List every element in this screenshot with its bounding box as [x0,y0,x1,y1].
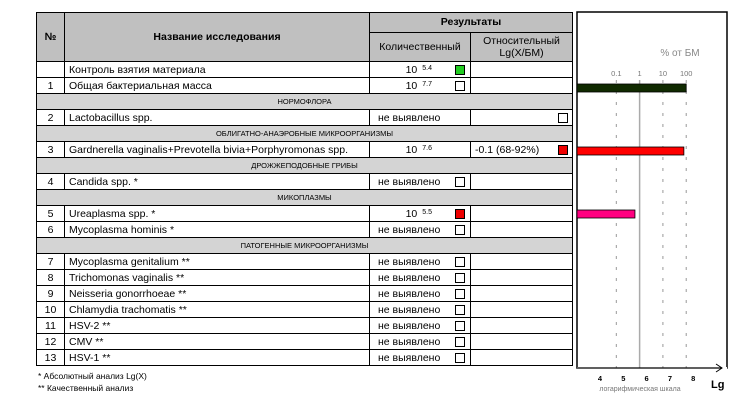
row-num: 3 [37,142,65,158]
row-name: Neisseria gonorrhoeae ** [65,286,370,302]
row-num: 1 [37,78,65,94]
top-tick-label: 10 [658,69,668,78]
value-qualitative: не выявлено [378,111,441,124]
section-label: МИКОПЛАЗМЫ [37,190,573,206]
row-name: Mycoplasma hominis * [65,222,370,238]
value-base: 10 [405,207,418,220]
x-tick-label: 5 [621,374,626,383]
row-name: Ureaplasma spp. * [65,206,370,222]
row-num: 4 [37,174,65,190]
header-results: Результаты [370,13,573,33]
x-tick-label: 8 [691,374,696,383]
x-tick-label: 6 [644,374,649,383]
x-axis-sublabel: логарифмическая шкала [599,386,681,393]
row-num: 10 [37,302,65,318]
row-num: 6 [37,222,65,238]
row-name: Контроль взятия материала [65,62,370,78]
row-name: Общая бактериальная масса [65,78,370,94]
row-num: 9 [37,286,65,302]
header-num: № [37,13,65,62]
value-qualitative: не выявлено [378,255,441,268]
section-label: ДРОЖЖЕПОДОБНЫЕ ГРИБЫ [37,158,573,174]
footnote-qualitative: ** Качественный анализ [38,383,134,393]
x-axis-label: Lg [711,379,725,391]
bar-row-1 [577,84,686,92]
row-num: 2 [37,110,65,126]
header-relative: Относительный Lg(X/БМ) [471,32,573,61]
row-name: Mycoplasma genitalium ** [65,254,370,270]
row-num: 11 [37,318,65,334]
section-label: ОБЛИГАТНО-АНАЭРОБНЫЕ МИКРООРГАНИЗМЫ [37,126,573,142]
row-name: Candida spp. * [65,174,370,190]
value-qualitative: не выявлено [378,319,441,332]
row-name: Chlamydia trachomatis ** [65,302,370,318]
value-qualitative: не выявлено [378,335,441,348]
value-qualitative: не выявлено [378,351,441,364]
value-qualitative: не выявлено [378,287,441,300]
chart-frame [577,12,727,368]
chart-title: % от БМ [660,48,700,59]
relative-value: -0.1 (68-92%) [475,143,540,156]
value-exponent: 7.7 [422,80,432,88]
header-quantitative: Количественный [370,32,471,61]
row-name: Lactobacillus spp. [65,110,370,126]
top-tick-label: 0.1 [611,69,622,78]
row-name: HSV-1 ** [65,350,370,366]
top-tick-label: 100 [679,69,693,78]
section-label: НОРМОФЛОРА [37,94,573,110]
value-base: 10 [405,63,418,76]
row-name: Trichomonas vaginalis ** [65,270,370,286]
row-num: 13 [37,350,65,366]
value-base: 10 [405,79,418,92]
footnotes [38,370,147,394]
footnote-absolute: * Абсолютный анализ Lg(X) [38,371,147,381]
header-name: Название исследования [65,13,370,62]
row-num: 12 [37,334,65,350]
value-qualitative: не выявлено [378,271,441,284]
top-tick-label: 1 [637,69,642,78]
row-num: 5 [37,206,65,222]
value-qualitative: не выявлено [378,303,441,316]
value-base: 10 [405,143,418,156]
x-tick-label: 4 [597,374,603,383]
value-exponent: 5.5 [422,208,432,216]
value-qualitative: не выявлено [378,223,441,236]
value-qualitative: не выявлено [378,175,441,188]
section-label: ПАТОГЕННЫЕ МИКРООРГАНИЗМЫ [37,238,573,254]
value-exponent: 7.6 [422,144,432,152]
row-num: 7 [37,254,65,270]
row-name: Gardnerella vaginalis+Prevotella bivia+Porphyromonas spp. [65,142,370,158]
value-exponent: 5.4 [422,64,432,72]
bar-row-5 [577,210,635,218]
x-tick-label: 7 [667,374,672,383]
bar-row-3 [577,147,684,155]
row-num: 8 [37,270,65,286]
row-name: CMV ** [65,334,370,350]
row-name: HSV-2 ** [65,318,370,334]
